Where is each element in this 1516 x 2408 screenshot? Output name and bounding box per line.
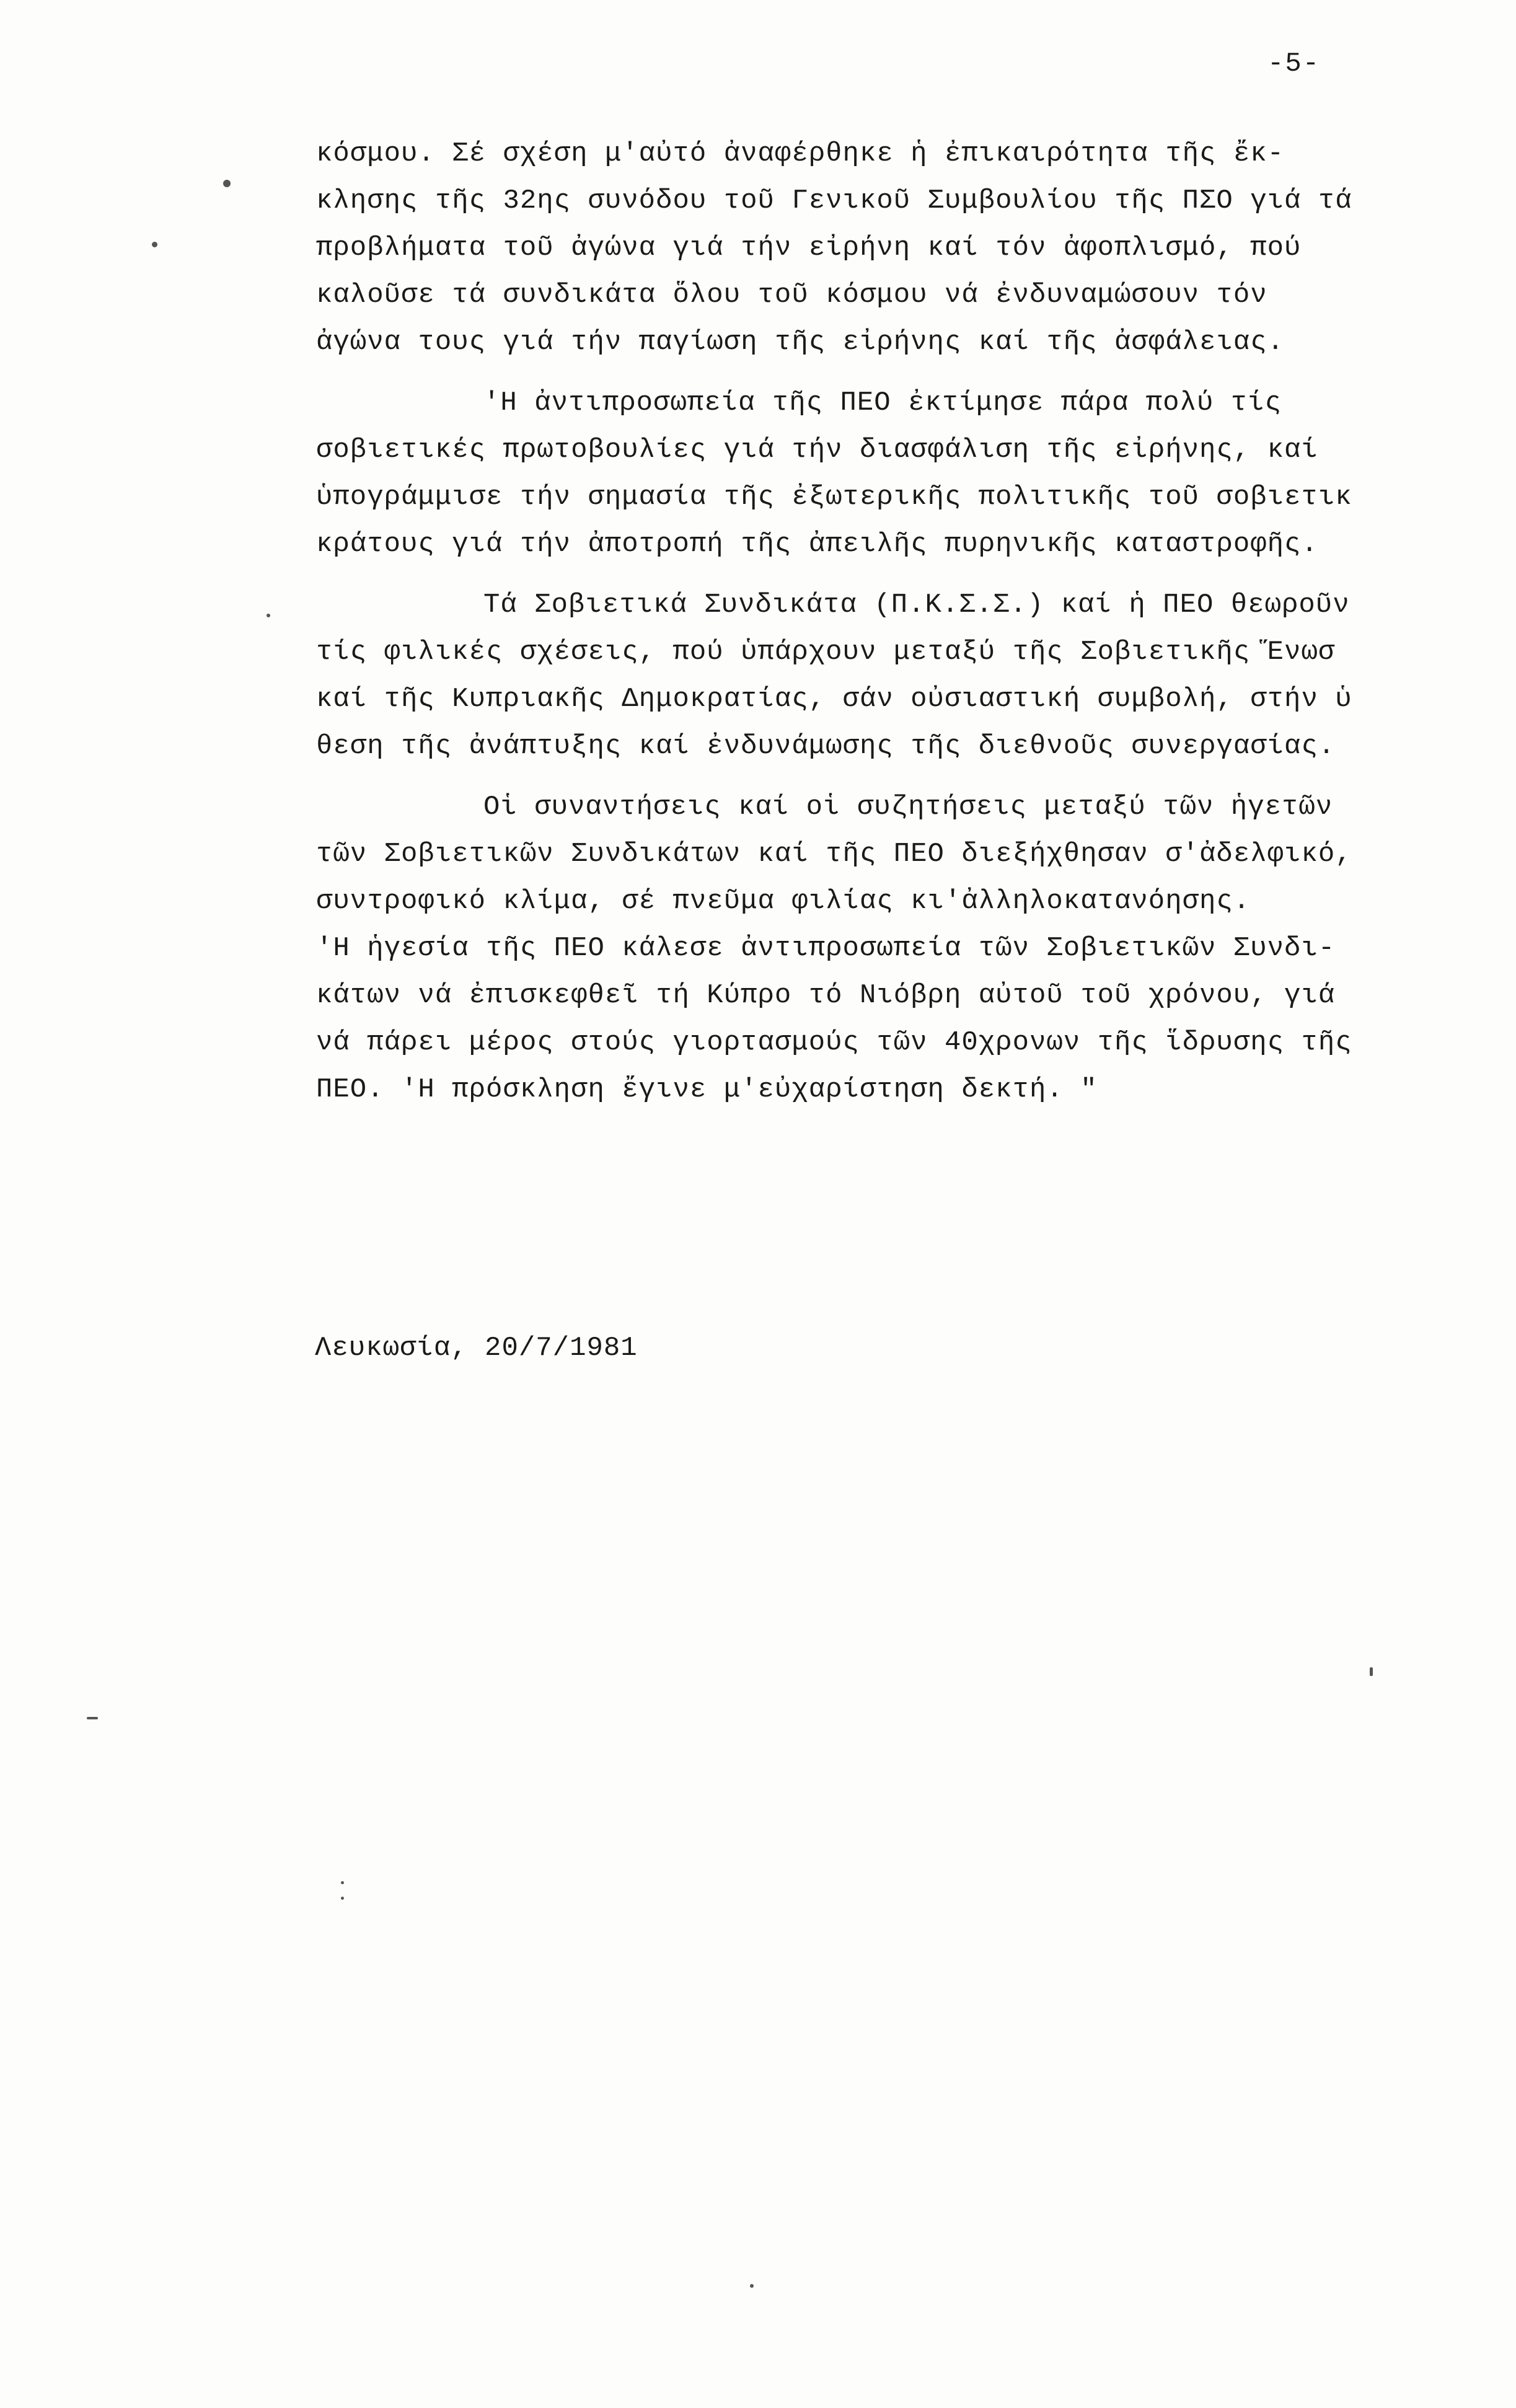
paragraph-gap [316, 770, 1463, 783]
place-date: Λευκωσία, 20/7/1981 [315, 1333, 638, 1364]
scan-speck [267, 614, 270, 617]
text-line: ἀγώνα τους γιά τήν παγίωση τῆς εἰρήνης καί τῆς ἀσφάλειας. [316, 327, 1285, 358]
text-line: Οἱ συναντήσεις καί οἱ συζητήσεις μεταξύ τῶν ἡγετῶν [483, 792, 1333, 823]
paragraph [316, 379, 1463, 568]
text-line: κλησης τῆς 32ης συνόδου τοῦ Γενικοῦ Συμβουλίου τῆς ΠΣΟ γιά τά [316, 185, 1352, 216]
scan-speck [223, 180, 231, 187]
text-line: σοβιετικές πρωτοβουλίες γιά τήν διασφάλιση τῆς εἰρήνης, καί [316, 434, 1318, 465]
text-line: κόσμου. Σέ σχέση μ'αὐτό ἀναφέρθηκε ἡ ἐπικαιρότητα τῆς ἔκ- [316, 138, 1285, 169]
document-body [316, 130, 1463, 1113]
text-line: 'Η ἀντιπροσωπεία τῆς ΠΕΟ ἐκτίμησε πάρα πολύ τίς [483, 387, 1282, 418]
text-line: τίς φιλικές σχέσεις, πού ὑπάρχουν μεταξύ τῆς Σοβιετικῆς Ἕνωσ [316, 637, 1336, 668]
paragraph [316, 130, 1463, 366]
paragraph-gap [316, 568, 1463, 581]
scan-speck [750, 2284, 754, 2288]
text-line: Τά Σοβιετικά Συνδικάτα (Π.Κ.Σ.Σ.) καί ἡ ΠΕΟ θεωροῦν [483, 589, 1350, 620]
paragraph [316, 783, 1463, 1113]
page-number: -5- [1267, 48, 1321, 79]
text-line: καλοῦσε τά συνδικάτα ὅλου τοῦ κόσμου νά ἐνδυναμώσουν τόν [316, 280, 1267, 311]
text-line: κάτων νά ἐπισκεφθεῖ τή Κύπρο τό Νιόβρη αὐτοῦ τοῦ χρόνου, γιά [316, 980, 1336, 1011]
text-line: 'Η ἡγεσία τῆς ΠΕΟ κάλεσε ἀντιπροσωπεία τῶν Σοβιετικῶν Συνδι- [316, 933, 1336, 964]
paragraph [316, 581, 1463, 770]
scan-speck [341, 1881, 344, 1884]
scan-speck [341, 1897, 344, 1900]
scan-speck [1370, 1667, 1373, 1676]
scan-speck [87, 1717, 98, 1719]
text-line: ὑπογράμμισε τήν σημασία τῆς ἐξωτερικῆς πολιτικῆς τοῦ σοβιετικ [316, 482, 1352, 513]
paragraph-gap [316, 366, 1463, 379]
text-line: προβλήματα τοῦ ἀγώνα γιά τήν εἰρήνη καί τόν ἀφοπλισμό, πού [316, 232, 1302, 263]
scan-speck [152, 242, 157, 247]
text-line: θεση τῆς ἀνάπτυξης καί ἐνδυνάμωσης τῆς διεθνοῦς συνεργασίας. [316, 731, 1336, 762]
text-line: τῶν Σοβιετικῶν Συνδικάτων καί τῆς ΠΕΟ διεξήχθησαν σ'ἀδελφικό, [316, 839, 1352, 870]
text-line: νά πάρει μέρος στούς γιορτασμούς τῶν 40χρονων τῆς ἵδρυσης τῆς [316, 1027, 1352, 1058]
text-line: συντροφικό κλίμα, σέ πνεῦμα φιλίας κι'ἀλληλοκατανόησης. [316, 886, 1251, 917]
text-line: καί τῆς Κυπριακῆς Δημοκρατίας, σάν οὐσιαστική συμβολή, στήν ὑ [316, 684, 1352, 715]
text-line: ΠΕΟ. 'Η πρόσκληση ἔγινε μ'εὐχαρίστηση δεκτή. " [316, 1074, 1098, 1105]
text-line: κράτους γιά τήν ἀποτροπή τῆς ἀπειλῆς πυρηνικῆς καταστροφῆς. [316, 529, 1318, 560]
